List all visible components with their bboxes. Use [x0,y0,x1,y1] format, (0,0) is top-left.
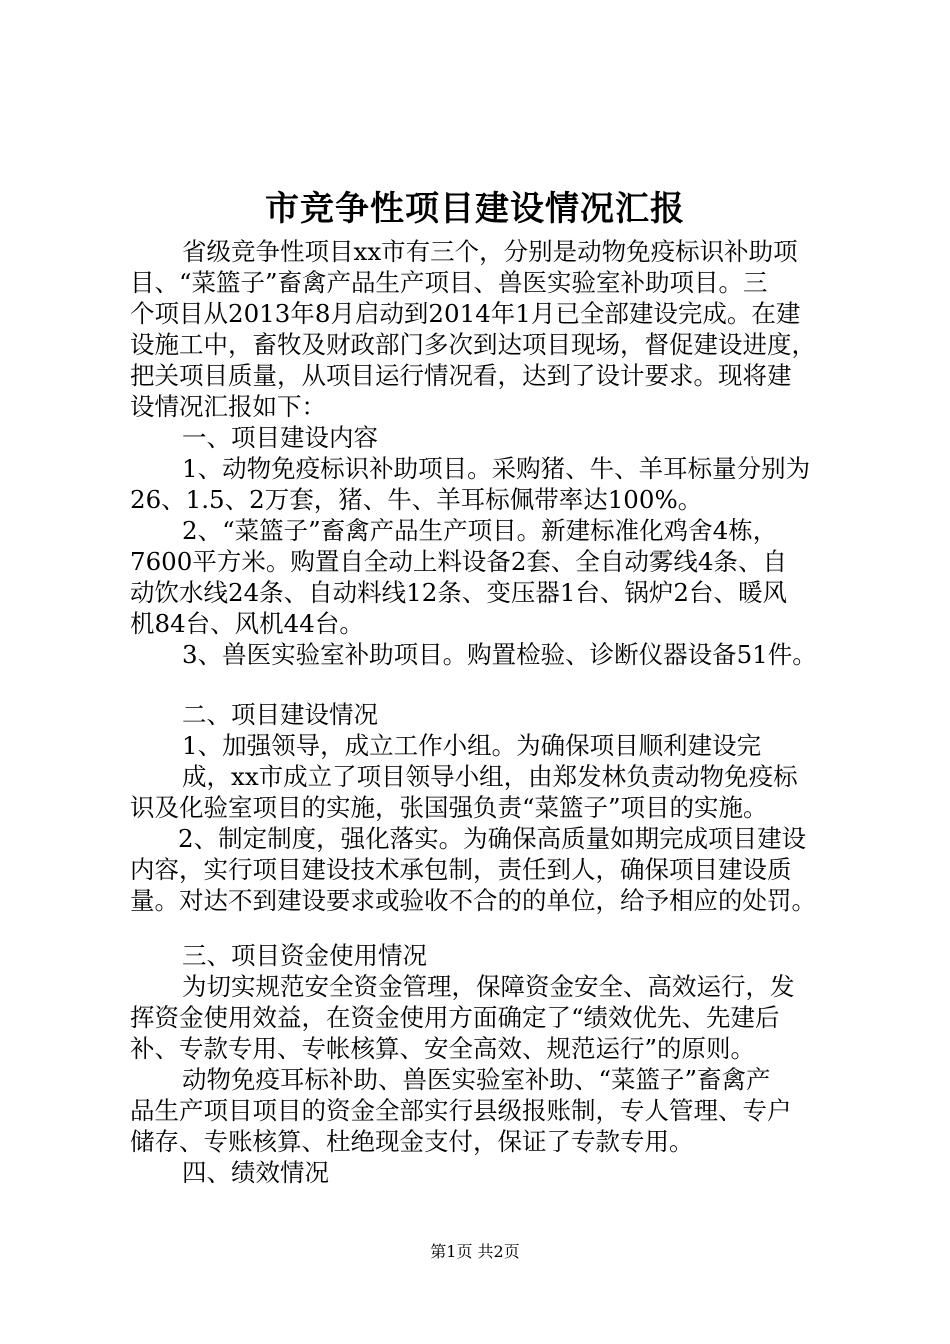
body-line: 动饮水线24条、自动料线12条、变压器1台、锅炉2台、暖风 [130,578,788,607]
body-line: 识及化验室项目的实施，张国强负责“菜篮子”项目的实施。 [130,793,768,822]
body-line: 品生产项目项目的资金全部实行县级报账制，专人管理、专户 [130,1096,792,1125]
body-line: 成，xx市成立了项目领导小组，由郑发林负责动物免疫标 [182,762,798,791]
body-line: 26、1.5、2万套，猪、牛、羊耳标佩带率达100%。 [130,485,703,514]
body-line: 2、“菜篮子”畜禽产品生产项目。新建标准化鸡舍4栋， [182,516,778,545]
body-line: 把关项目质量，从项目运行情况看，达到了设计要求。现将建 [130,361,792,390]
body-line: 内容，实行项目建设技术承包制，责任到人，确保项目建设质 [130,855,792,884]
body-line: 机84台、风机44台。 [130,609,364,638]
section-heading: 一、项目建设内容 [182,423,378,452]
document-title: 市竞争性项目建设情况汇报 [265,189,685,229]
body-line: 1、加强领导，成立工作小组。为确保项目顺利建设完 [182,731,762,760]
body-line: 3、兽医实验室补助项目。购置检验、诊断仪器设备51件。 [182,640,817,669]
body-line: 量。对达不到建设要求或验收不合的的单位，给予相应的处罚。 [130,886,816,915]
body-line: 设情况汇报如下： [130,392,326,421]
body-line: 挥资金使用效益，在资金使用方面确定了“绩效优先、先建后 [130,1003,780,1032]
body-line: 省级竞争性项目xx市有三个，分别是动物免疫标识补助项 [182,237,798,266]
body-line: 补、专款专用、专帐核算、安全高效、规范运行”的原则。 [130,1034,756,1063]
body-line: 7600平方米。购置自全动上料设备2套、全自动雾线4条、自 [130,547,788,576]
section-heading: 四、绩效情况 [182,1158,329,1187]
body-line: 2、制定制度，强化落实。为确保高质量如期完成项目建设 [178,824,807,853]
body-line: 为切实规范安全资金管理，保障资金安全、高效运行，发 [182,972,795,1001]
section-heading: 二、项目建设情况 [182,700,378,729]
body-line: 动物免疫耳标补助、兽医实验室补助、“菜篮子”畜禽产 [182,1065,771,1094]
body-line: 个项目从2013年8月启动到2014年1月已全部建设完成。在建 [130,299,801,328]
section-heading: 三、项目资金使用情况 [182,941,427,970]
body-line: 储存、专账核算、杜绝现金支付，保证了专款专用。 [130,1127,694,1156]
body-line: 目、“菜篮子”畜禽产品生产项目、兽医实验室补助项目。三 [130,268,768,297]
page-number-footer: 第1页 共2页 [430,1242,520,1261]
body-line: 设施工中，畜牧及财政部门多次到达项目现场，督促建设进度， [130,330,816,359]
body-line: 1、动物免疫标识补助项目。采购猪、牛、羊耳标量分别为 [182,454,811,483]
